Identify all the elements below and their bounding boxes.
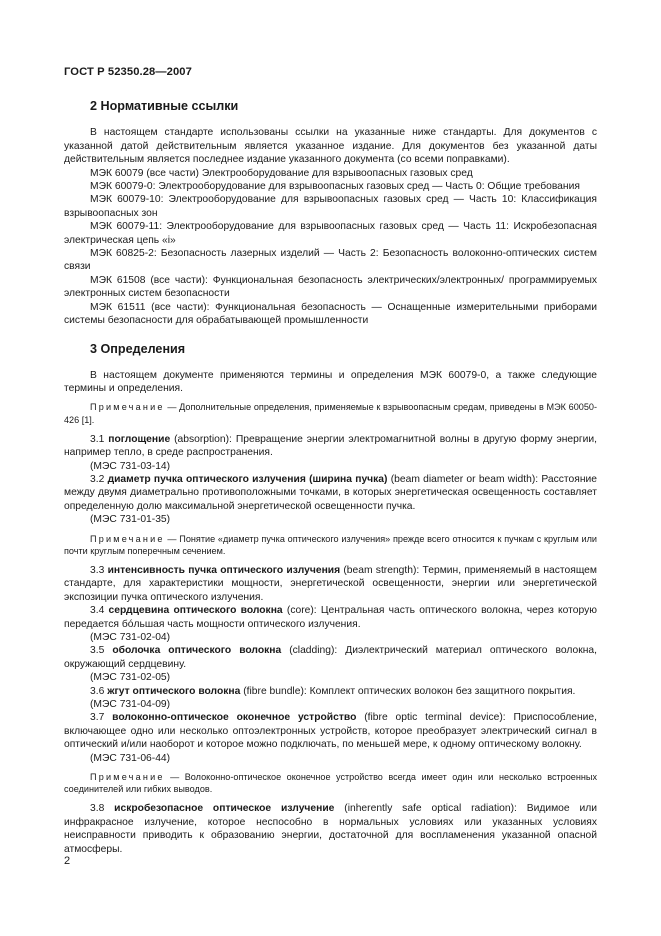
definition-term: диаметр пучка оптического излучения (ширина пучка) (107, 473, 388, 485)
definition-number: 3.6 (90, 685, 108, 697)
definition-number: 3.8 (90, 803, 115, 815)
definition-text: (beam strength): Термин, применяемый в настоящем стандарте, для характеристики мощности, энергетической освещенности, энергии или энергетической экспозиции пучка оптического излучения. (64, 564, 597, 603)
note-label: Примечание (90, 533, 165, 544)
definition-source: (МЭС 731-06-44) (90, 752, 171, 764)
section-2-intro: В настоящем стандарте использованы ссылки на указанные ниже стандарты. Для документов с указанной датой действительным является указанное издание. Для документов без указанной даты действительным является последнее издание указанного документа (со всеми поправками). (64, 127, 597, 166)
definition-3-6 (64, 685, 597, 698)
definition-source: (МЭС 731-02-04) (90, 632, 171, 643)
note-2 (64, 533, 597, 557)
definition-text: (absorption): Превращение энергии электромагнитной волны в другую форму энергии, например тепло, в среде распространения. (64, 433, 597, 459)
definition-source: (МЭС 731-03-14) (90, 460, 171, 472)
note-3 (64, 771, 597, 795)
definition-3-3 (64, 564, 597, 604)
reference-item: МЭК 61508 (все части): Функциональная безопасность электрических/электронных/ программируемых электронных систем безопасности (64, 274, 597, 300)
section-3-intro: В настоящем документе применяются термины и определения МЭК 60079-0, а также следующие термины и определения. (64, 369, 597, 394)
note-text: — Дополнительные определения, применяемые к взрывоопасным средам, приведены в МЭК 60050-426 [1]. (64, 402, 597, 425)
definition-text: (core): Центральная часть оптического волокна, через которую передается бóльшая часть мощности оптического излучения. (64, 605, 597, 630)
page-number: 2 (64, 855, 71, 867)
definition-3-8 (64, 802, 597, 856)
document-header: ГОСТ Р 52350.28—2007 (64, 66, 192, 78)
definition-3-4 (64, 604, 597, 631)
definition-source: (МЭС 731-01-35) (90, 514, 171, 526)
note-1 (64, 401, 597, 425)
definition-term: оболочка оптического волокна (112, 645, 282, 657)
reference-item: МЭК 61511 (все части): Функциональная безопасность — Оснащенные измерительными приборами системы безопасности для обрабатывающей промышленности (64, 301, 597, 327)
definition-3-7 (64, 711, 597, 751)
definition-term: интенсивность пучка оптического излучения (107, 564, 341, 576)
definition-number: 3.2 (90, 473, 108, 485)
reference-item: МЭК 60079 (все части) Электрооборудование для взрывоопасных газовых сред (90, 167, 473, 179)
reference-item: МЭК 60079-0: Электрооборудование для взрывоопасных газовых сред — Часть 0: Общие требования (90, 181, 580, 193)
reference-item: МЭК 60825-2: Безопасность лазерных изделий — Часть 2: Безопасность волоконно-оптических систем связи (64, 248, 597, 273)
note-label: Примечание (90, 772, 165, 783)
definition-term: искробезопасное оптическое излучение (114, 803, 335, 815)
definition-text: (inherently safe optical radiation): Видимое или инфракрасное излучение, которое неспособно в нормальных условиях или указанных условиях неисправности приводить к образованию энергии, достаточной для воспламенения указанной опасной атмосферы. (64, 803, 597, 855)
note-text: — Понятие «диаметр пучка оптического излучения» прежде всего относится к пучкам с круглым или почти круглым поперечным сечением. (64, 533, 597, 556)
section-3-title: 3 Определения (90, 341, 186, 356)
section-2-title: 2 Нормативные ссылки (90, 99, 239, 114)
note-text: — Волоконно-оптическое оконечное устройство всегда имеет один или несколько встроенных соединителей или гибких выводов. (64, 772, 597, 795)
definition-number: 3.3 (90, 564, 108, 576)
definition-term: волоконно-оптическое оконечное устройство (112, 712, 357, 724)
definition-text: (fibre bundle): Комплект оптических волокон без защитного покрытия. (240, 685, 576, 697)
definition-term: сердцевина оптического волокна (108, 605, 283, 617)
definition-term: поглощение (108, 433, 171, 445)
definition-text: (cladding): Диэлектрический материал оптического волокна, окружающий сердцевину. (64, 645, 597, 670)
definition-number: 3.7 (90, 712, 113, 724)
definition-source: (МЭС 731-04-09) (90, 699, 171, 711)
definition-3-1 (64, 433, 597, 460)
note-label: Примечание (90, 402, 165, 413)
definition-number: 3.1 (90, 433, 109, 445)
definition-number: 3.5 (90, 645, 113, 657)
definition-3-5 (64, 644, 597, 671)
definition-text: (fibre optic terminal device): Приспособление, включающее одно или несколько оптоэлектронных устройств, которое преобразует электрический сигнал в оптический и/или наоборот и которое можно подключать, по меньшей мере, к одному оптическому волокну. (64, 712, 597, 751)
definition-term: жгут оптического волокна (107, 685, 241, 697)
reference-item: МЭК 60079-11: Электрооборудование для взрывоопасных газовых сред — Часть 11: Искробезопасная электрическая цепь «i» (64, 221, 597, 246)
definition-3-2 (64, 473, 597, 513)
definition-number: 3.4 (90, 605, 109, 617)
reference-item: МЭК 60079-10: Электрооборудование для взрывоопасных газовых сред — Часть 10: Классификация взрывоопасных зон (64, 194, 597, 219)
definition-text: (beam diameter or beam width): Расстояние между двумя диаметрально противоположными точками, в которых энергетическая освещенность составляет определенную долю максимальной энергетической освещенности пучка. (64, 473, 597, 512)
definition-source: (МЭС 731-02-05) (90, 672, 171, 684)
